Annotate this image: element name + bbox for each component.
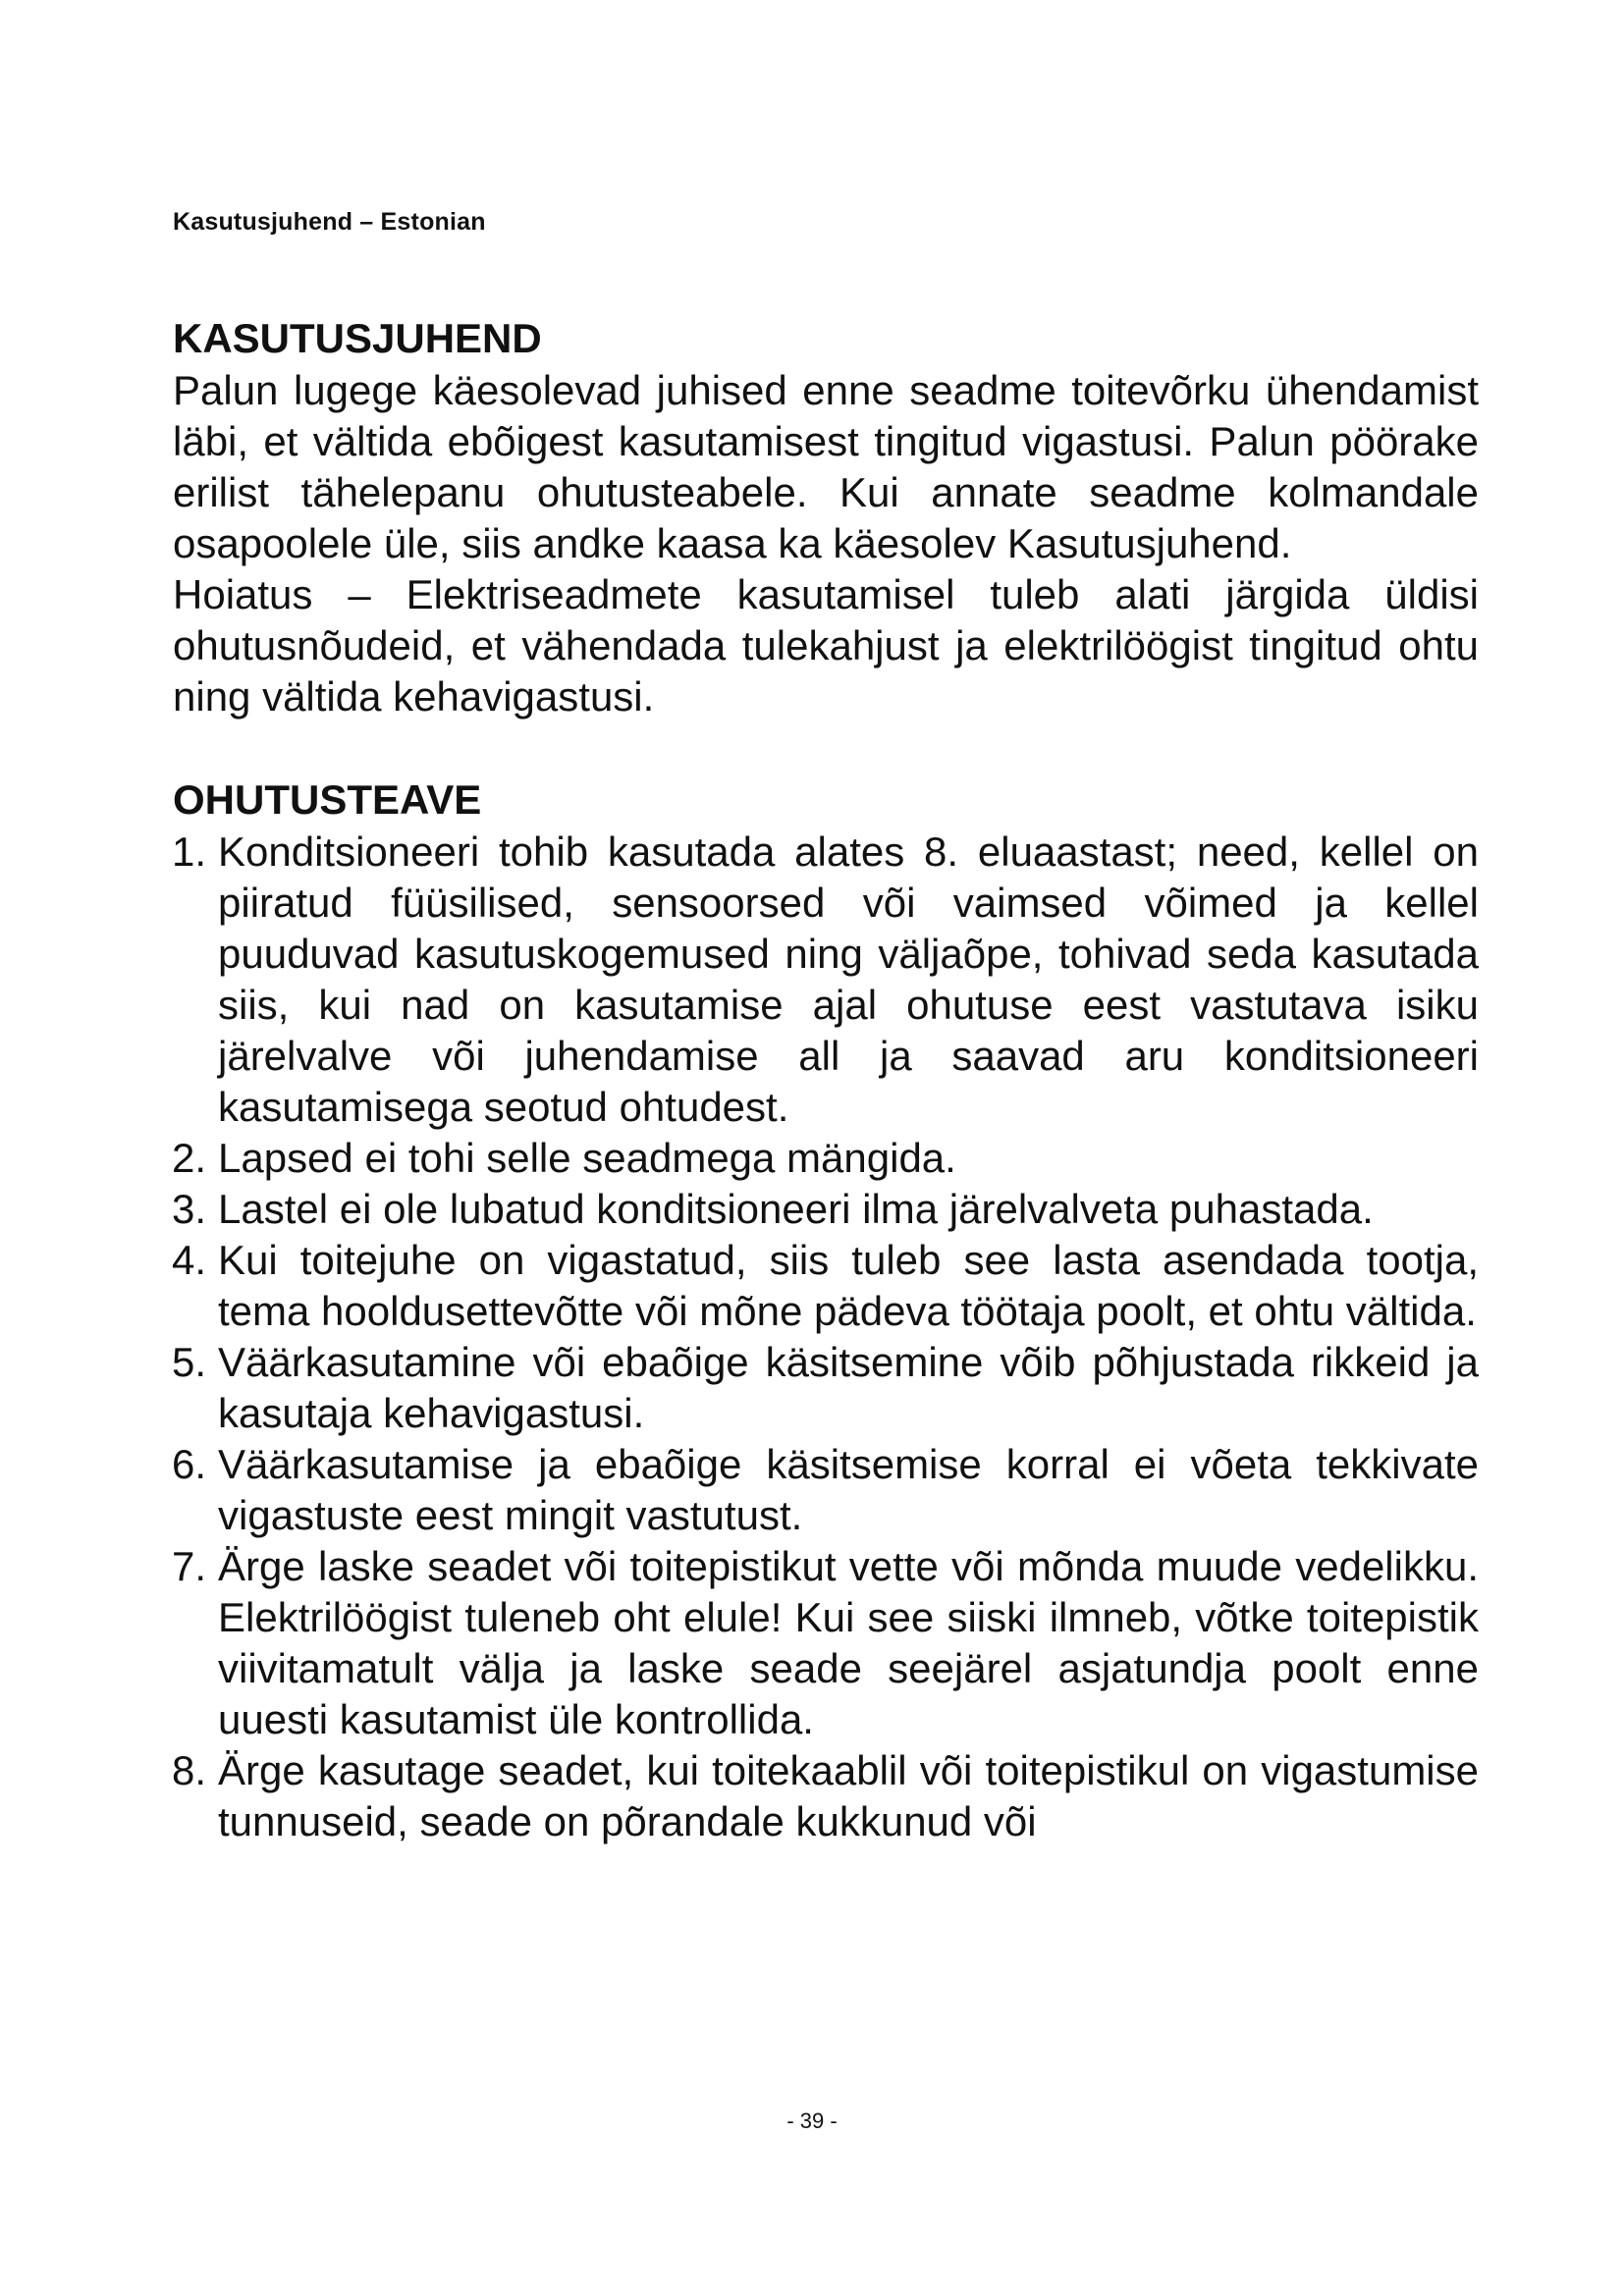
list-item-number: 4. — [171, 1237, 206, 1283]
page-content — [173, 312, 1479, 1847]
list-item-number: 5. — [171, 1339, 206, 1385]
section-title-ohutusteave: OHUTUSTEAVE — [173, 776, 482, 823]
list-item-text: Konditsioneeri tohib kasutada alates 8. eluaastast; need, kellel on piiratud füüsilised, sensoorsed või vaimsed võimed ja kellel puuduvad kasutuskogemused ning väljaõpe, tohivad seda kasutada siis, kui nad on kasutamise ajal ohutuse eest vastutava isiku järelvalve või juhendamise all ja saavad aru konditsioneeri kasutamisega seotud ohtudest. — [218, 828, 1479, 1130]
list-item-number: 6. — [171, 1441, 206, 1487]
safety-list-item — [173, 1133, 1479, 1184]
intro-paragraph: Palun lugege käesolevad juhised enne seadme toitevõrku ühendamist läbi, et vältida ebõigest kasutamisest tingitud vigastusi. Palun pöörake erilist tähelepanu ohutusteabele. Kui annate seadme kolmandale osapoolele üle, siis andke kaasa ka käesolev Kasutusjuhend. — [173, 367, 1479, 566]
safety-list-item — [173, 1184, 1479, 1235]
list-item-number: 3. — [171, 1186, 206, 1232]
list-item-text: Ärge laske seadet või toitepistikut vette või mõnda muude vedelikku. Elektrilöögist tuleneb oht elule! Kui see siiski ilmneb, võtke toitepistik viivitamatult välja ja laske seade seejärel asjatundja poolt enne uuesti kasutamist üle kontrollida. — [218, 1543, 1479, 1742]
safety-list — [173, 827, 1479, 1847]
page-number: - 39 - — [786, 2109, 838, 2133]
list-item-text: Väärkasutamise ja ebaõige käsitsemise korral ei võeta tekkivate vigastuste eest mingit vastutust. — [218, 1441, 1479, 1538]
list-item-text: Ärge kasutage seadet, kui toitekaablil või toitepistikul on vigastumise tunnuseid, seade on põrandale kukkunud või — [218, 1747, 1479, 1844]
safety-list-item — [173, 1235, 1479, 1337]
section-title-kasutusjuhend: KASUTUSJUHEND — [173, 315, 542, 361]
section-spacer — [173, 722, 1479, 774]
safety-list-item — [173, 1439, 1479, 1541]
list-item-number: 2. — [171, 1135, 206, 1181]
running-header: Kasutusjuhend – Estonian — [173, 208, 486, 236]
safety-list-item — [173, 1745, 1479, 1847]
list-item-number: 7. — [171, 1543, 206, 1589]
list-item-text: Lastel ei ole lubatud konditsioneeri ilma järelvalveta puhastada. — [218, 1186, 1374, 1232]
list-item-number: 1. — [171, 828, 206, 875]
list-item-text: Lapsed ei tohi selle seadmega mängida. — [218, 1135, 956, 1181]
list-item-text: Väärkasutamine või ebaõige käsitsemine võib põhjustada rikkeid ja kasutaja kehavigastusi. — [218, 1339, 1479, 1436]
list-item-number: 8. — [171, 1747, 206, 1793]
safety-list-item — [173, 827, 1479, 1133]
warning-paragraph: Hoiatus – Elektriseadmete kasutamisel tuleb alati järgida üldisi ohutusnõudeid, et vähendada tulekahjust ja elektrilöögist tingitud ohtu ning vältida kehavigastusi. — [173, 571, 1479, 720]
safety-list-item — [173, 1337, 1479, 1439]
list-item-text: Kui toitejuhe on vigastatud, siis tuleb see lasta asendada tootja, tema hooldusettevõtte või mõne pädeva töötaja poolt, et ohtu vältida. — [218, 1237, 1479, 1334]
safety-list-item — [173, 1541, 1479, 1745]
